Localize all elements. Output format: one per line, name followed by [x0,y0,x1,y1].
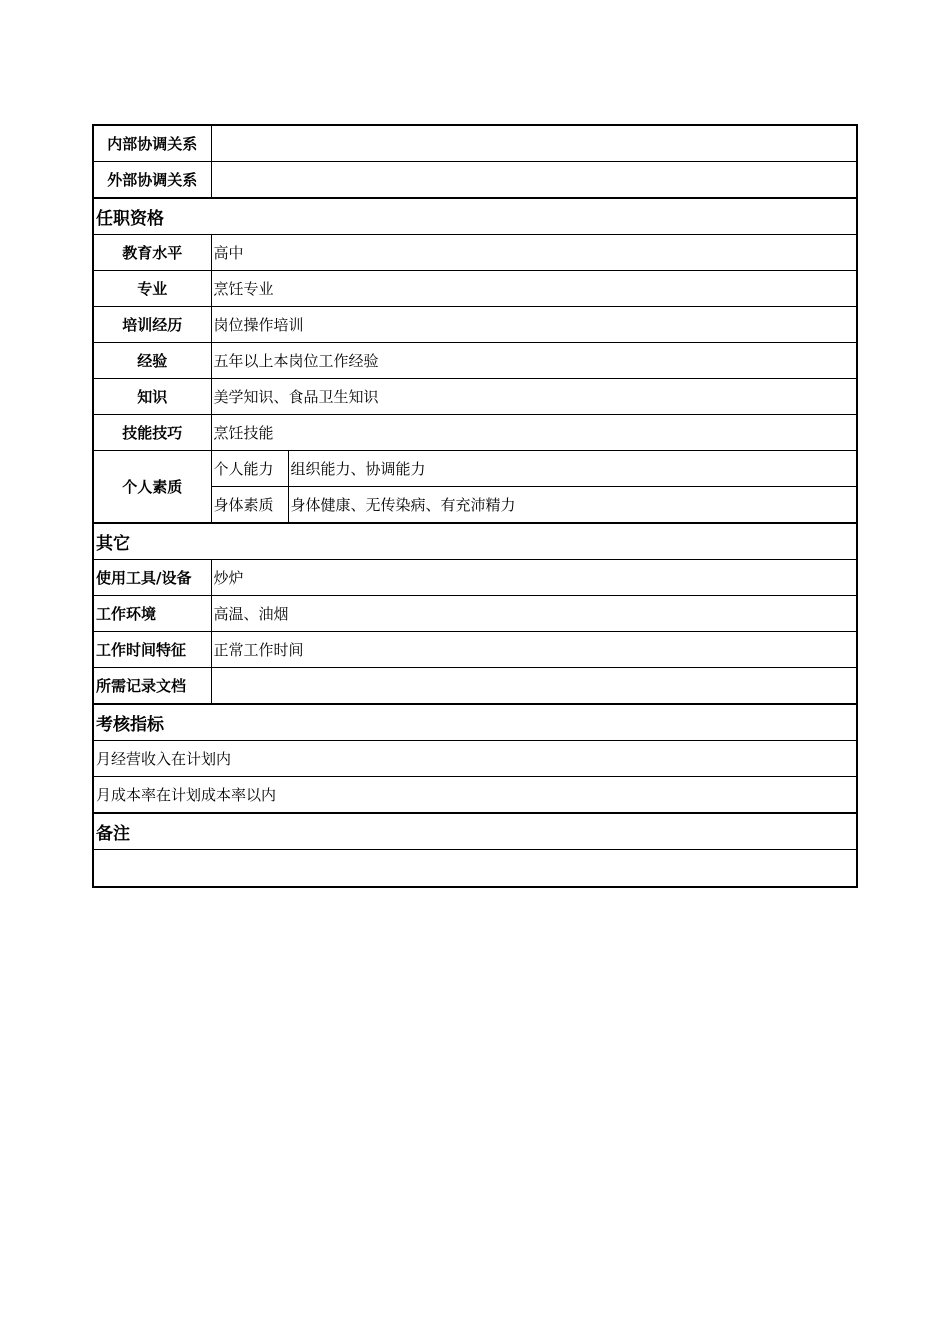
training-value: 岗位操作培训 [211,307,857,343]
external-coordination-label: 外部协调关系 [93,162,211,199]
personal-ability-row [93,451,857,487]
hours-label: 工作时间特征 [93,632,211,668]
education-row [93,235,857,271]
internal-coordination-label: 内部协调关系 [93,125,211,162]
external-coordination-row [93,162,857,199]
other-heading-row [93,523,857,560]
personal-quality-label: 个人素质 [93,451,211,524]
qualification-heading-row [93,198,857,235]
job-description-form [92,124,858,888]
assessment-heading-row [93,704,857,741]
environment-label: 工作环境 [93,596,211,632]
major-label: 专业 [93,271,211,307]
external-coordination-value [211,162,857,199]
notes-heading: 备注 [93,813,857,850]
education-label: 教育水平 [93,235,211,271]
notes-value [93,850,857,888]
knowledge-row [93,379,857,415]
internal-coordination-value [211,125,857,162]
records-label: 所需记录文档 [93,668,211,705]
records-row [93,668,857,705]
assessment-item: 月成本率在计划成本率以内 [93,777,857,814]
training-row [93,307,857,343]
major-row [93,271,857,307]
tools-label: 使用工具/设备 [93,560,211,596]
knowledge-value: 美学知识、食品卫生知识 [211,379,857,415]
experience-value: 五年以上本岗位工作经验 [211,343,857,379]
other-heading: 其它 [93,523,857,560]
internal-coordination-row [93,125,857,162]
major-value: 烹饪专业 [211,271,857,307]
skills-label: 技能技巧 [93,415,211,451]
education-value: 高中 [211,235,857,271]
tools-row [93,560,857,596]
environment-value: 高温、油烟 [211,596,857,632]
notes-row [93,850,857,888]
assessment-item-row [93,741,857,777]
personal-ability-label: 个人能力 [211,451,288,487]
qualification-heading: 任职资格 [93,198,857,235]
experience-label: 经验 [93,343,211,379]
personal-ability-value: 组织能力、协调能力 [288,451,857,487]
knowledge-label: 知识 [93,379,211,415]
assessment-item-row [93,777,857,814]
skills-value: 烹饪技能 [211,415,857,451]
assessment-item: 月经营收入在计划内 [93,741,857,777]
skills-row [93,415,857,451]
training-label: 培训经历 [93,307,211,343]
tools-value: 炒炉 [211,560,857,596]
physical-quality-label: 身体素质 [211,487,288,524]
experience-row [93,343,857,379]
hours-value: 正常工作时间 [211,632,857,668]
physical-quality-value: 身体健康、无传染病、有充沛精力 [288,487,857,524]
assessment-heading: 考核指标 [93,704,857,741]
notes-heading-row [93,813,857,850]
hours-row [93,632,857,668]
records-value [211,668,857,705]
environment-row [93,596,857,632]
